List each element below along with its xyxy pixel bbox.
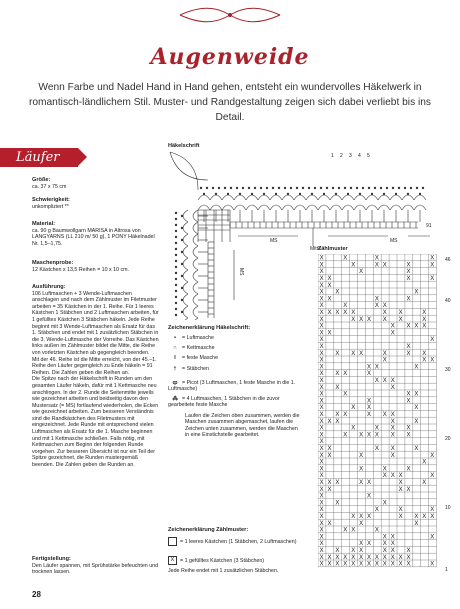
svg-text:X: X [319,425,324,432]
svg-text:X: X [335,310,340,316]
row-label-30: 30 [445,367,451,373]
svg-text:X: X [319,364,324,371]
chart-legend-title: Zeichenerklärung Zählmuster: [168,527,249,533]
svg-text:X: X [382,500,387,507]
svg-text:X: X [374,378,379,384]
svg-text:X: X [406,398,411,405]
chart-legend-empty [168,537,308,546]
svg-text:X: X [319,554,324,561]
svg-text:X: X [430,255,435,262]
svg-text:X: X [319,520,324,527]
svg-text:X: X [390,473,395,480]
svg-text:X: X [390,452,395,459]
single-crochet-icon: I [174,355,176,361]
svg-text:X: X [319,350,324,357]
svg-text:X: X [351,316,356,323]
slip-stitch-icon: ∩ [173,345,177,351]
svg-text:X: X [327,446,332,452]
svg-text:X: X [406,561,411,568]
svg-text:X: X [319,548,324,554]
svg-text:X: X [367,371,372,378]
svg-text:X: X [367,561,372,568]
svg-text:X: X [390,378,395,384]
svg-text:X: X [327,520,332,527]
svg-text:X: X [414,364,419,371]
svg-text:X: X [319,289,324,296]
row-label-40: 40 [445,298,451,304]
svg-text:X: X [335,480,340,486]
svg-text:X: X [343,554,348,561]
svg-text:X: X [430,337,435,344]
legend-item [168,335,302,341]
svg-text:X: X [319,452,324,459]
section-banner: Läufer [0,148,78,167]
chain-icon: • [174,335,176,341]
svg-text:X: X [382,262,387,269]
svg-text:X: X [359,432,364,439]
empty-box-icon [168,537,177,546]
svg-text:X: X [343,371,348,378]
instructions-execution [32,284,160,469]
svg-text:X: X [382,548,387,554]
svg-text:X: X [367,554,372,561]
svg-text:X: X [327,561,332,568]
svg-text:X: X [335,548,340,554]
svg-text:X: X [414,514,419,520]
svg-text:X: X [319,514,324,520]
svg-text:X: X [319,378,324,384]
svg-text:X: X [335,418,340,425]
svg-text:X: X [319,473,324,480]
svg-text:X: X [374,507,379,514]
svg-text:X: X [374,561,379,568]
size-value: ca. 37 x 75 cm [32,183,67,190]
svg-text:X: X [390,534,395,541]
instructions-material [32,221,160,247]
svg-text:X: X [319,507,324,514]
svg-text:X: X [351,425,356,432]
chart-legend-filled [168,556,308,565]
double-crochet-icon: † [173,366,177,372]
svg-text:X: X [359,350,364,357]
svg-text:X: X [335,554,340,561]
svg-text:X: X [367,412,372,418]
svg-text:X: X [359,561,364,568]
svg-text:X: X [319,398,324,405]
svg-text:X: X [367,405,372,412]
legend-item [168,355,302,361]
svg-text:X: X [374,296,379,303]
ornament-flourish [175,4,285,26]
filled-box-icon: X [168,556,177,565]
size-label: Größe: [32,177,51,183]
row-label-10: 10 [445,505,451,511]
svg-text:X: X [327,452,332,459]
svg-text:X: X [406,432,411,439]
svg-text:X: X [351,561,356,568]
svg-text:X: X [374,446,379,452]
svg-text:X: X [319,276,324,282]
round-number-4: 4 [358,153,361,159]
svg-text:X: X [327,330,332,337]
svg-text:X: X [382,473,387,480]
svg-text:X: X [398,554,403,561]
svg-text:X: X [319,432,324,439]
svg-text:X: X [319,412,324,418]
instructions-size [32,177,160,190]
svg-text:X: X [319,480,324,486]
svg-text:X: X [327,296,332,303]
svg-text:X: X [335,289,340,296]
svg-text:X: X [422,514,427,520]
svg-text:X: X [406,323,411,330]
svg-text:X: X [398,561,403,568]
svg-text:X: X [367,364,372,371]
svg-text:X: X [319,323,324,330]
svg-text:X: X [335,412,340,418]
svg-text:X: X [422,310,427,316]
svg-text:X: X [390,446,395,452]
round-number-3: 3 [349,153,352,159]
instructions-gauge [32,260,160,273]
row-number-91: 91 [426,223,432,229]
difficulty-label: Schwierigkeit: [32,197,70,203]
svg-text:X: X [430,473,435,480]
crochet-chart-heading: Häkelschrift [168,143,200,149]
svg-text:X: X [430,561,435,568]
svg-text:X: X [374,432,379,439]
svg-text:X: X [406,425,411,432]
svg-text:X: X [390,412,395,418]
svg-text:X: X [319,466,324,473]
svg-text:X: X [414,323,419,330]
svg-text:X: X [414,289,419,296]
svg-text:X: X [359,554,364,561]
svg-text:X: X [367,541,372,548]
svg-text:X: X [422,316,427,323]
difficulty-value: unkompliziert ** [32,203,69,210]
svg-text:X: X [343,561,348,568]
ms-label-top-2: MS [390,238,398,244]
svg-text:X: X [319,486,324,493]
svg-text:X: X [398,480,403,486]
svg-text:X: X [422,480,427,486]
svg-text:X: X [398,316,403,323]
svg-text:X: X [374,425,379,432]
svg-text:X: X [382,466,387,473]
svg-text:X: X [319,541,324,548]
legend-text: = Picot (3 Luftmaschen, 1 feste Masche in die 1. Luftmasche) [168,380,296,393]
svg-text:X: X [390,432,395,439]
svg-text:X: X [327,282,332,289]
svg-text:X: X [406,344,411,350]
svg-text:X: X [398,473,403,480]
svg-text:X: X [319,316,324,323]
filet-chart-heading: Zählmuster [318,246,348,252]
svg-text:X: X [374,554,379,561]
svg-text:X: X [351,350,356,357]
svg-text:X: X [382,534,387,541]
material-label: Material: [32,221,56,227]
svg-text:X: X [319,459,324,466]
finishing-label: Fertigstellung: [32,556,71,562]
svg-text:X: X [335,500,340,507]
svg-text:X: X [367,398,372,405]
svg-text:X: X [343,527,348,534]
svg-text:X: X [327,310,332,316]
legend-title: Zeichenerklärung Häkelschrift: [168,325,251,331]
svg-text:X: X [319,418,324,425]
svg-text:X: X [359,452,364,459]
svg-text:X: X [406,276,411,282]
legend-item [168,396,302,409]
svg-text:X: X [430,262,435,269]
lead-paragraph: Wenn Farbe und Nadel Hand in Hand gehen, entsteht ein wundervolles Häkelwerk in romantisch-ländlichem Stil. Muster- und Randgestaltung zeigen sich dabei verliebt bis ins Detail. [28,82,432,123]
svg-text:X: X [382,310,387,316]
svg-text:X: X [382,561,387,568]
svg-text:X: X [351,262,356,269]
svg-text:X: X [414,520,419,527]
material-value: ca. 90 g Baumwollgarn MARISA in Altrosa von LANGYARNS (LL 210 m/ 50 g), 1 PONY Häkelnadel Nr. 1,5–1,75. [32,227,155,247]
svg-text:X: X [343,391,348,398]
svg-text:X: X [319,561,324,568]
svg-text:X: X [343,310,348,316]
legend-text: = 4 Luftmaschen, 1 Stäbchen in die zuvor gearbeitete feste Masche [168,396,280,409]
svg-text:X: X [382,316,387,323]
execution-text-3: Die Spitze nach der Häkelschrift in Runden um den gesamten Läufer häkeln, dafür mit 1 Kettmasche neu anschlingen. In der 2. Runde die Seitenmitte jeweils wie gezeichnet arbeiten und beidseitig davon den Mustersatz (= MS) fortlaufend wiederholen, die Ecken wie gezeichnet arbeiten. Zum besseren Verständnis sind die Randkästchen des Filetmusters mit eingezeichnet. Jede Runde mit entsprechend vielen Luftmaschen als Ersatz für die 1. Masche beginnen und mit 1 Kettmasche schließen. Falls nötig, mit Kettmaschen zum Beginn der folgenden Runde vorgehen. Zur besseren Übersicht ist nur ein Teil der Spitze gezeichnet, die Runden mustergemäß beenden. Die Zahlen geben die Runden an. [32,376,159,469]
round-number-5: 5 [367,153,370,159]
empty-box-text: = 1 leeres Kästchen (1 Stäbchen, 2 Luftmaschen) [180,538,297,545]
svg-text:X: X [319,527,324,534]
svg-text:X: X [327,554,332,561]
legend-item [168,380,302,393]
chart-legend-note: Jede Reihe endet mit 1 zusätzlichen Stäbchen. [168,568,279,574]
mitte-label: Mitte [310,246,321,252]
ms-label-side: MS [238,268,244,276]
legend-text: = Kettmasche [182,345,215,351]
svg-text:X: X [359,541,364,548]
svg-text:X: X [327,486,332,493]
svg-text:X: X [319,371,324,378]
svg-text:X: X [319,391,324,398]
svg-text:X: X [414,405,419,412]
svg-text:X: X [359,269,364,276]
execution-text-2: Mit der 46. Reihe ist die Mitte erreicht, von der 45.–1. Reihe den Läufer gegengleich zu Ende häkeln = 91 Reihen. Die Zahlen geben die Reihen an. [32,356,157,376]
execution-label: Ausführung: [32,284,66,290]
chain-cluster-icon: ⁂ [172,396,178,402]
svg-text:X: X [382,303,387,310]
svg-text:X: X [382,541,387,548]
svg-text:X: X [319,337,324,344]
svg-text:X: X [343,303,348,310]
svg-text:X: X [319,296,324,303]
svg-text:X: X [390,425,395,432]
svg-text:X: X [382,412,387,418]
svg-text:X: X [406,350,411,357]
legend-item [168,345,302,351]
svg-text:X: X [374,364,379,371]
svg-text:X: X [319,500,324,507]
filled-box-text: = 1 gefülltes Kästchen (3 Stäbchen) [180,557,265,564]
legend-text: = Luftmasche [182,335,214,341]
svg-text:X: X [398,507,403,514]
svg-text:X: X [390,323,395,330]
svg-text:X: X [335,561,340,568]
svg-text:X: X [343,255,348,262]
picot-icon: ȹ [172,380,178,386]
svg-text:X: X [414,446,419,452]
svg-text:X: X [390,330,395,337]
round-number-2: 2 [340,153,343,159]
svg-text:X: X [390,541,395,548]
svg-text:X: X [359,480,364,486]
svg-text:X: X [422,350,427,357]
svg-text:X: X [367,432,372,439]
svg-text:X: X [319,384,324,391]
svg-text:X: X [398,310,403,316]
row-label-20: 20 [445,436,451,442]
svg-text:X: X [319,446,324,452]
svg-text:X: X [319,269,324,276]
svg-text:X: X [406,296,411,303]
gauge-value: 12 Kästchen x 13,5 Reihen = 10 x 10 cm. [32,266,130,273]
svg-text:X: X [374,262,379,269]
svg-text:X: X [382,350,387,357]
svg-text:X: X [406,262,411,269]
svg-text:X: X [351,527,356,534]
svg-text:X: X [422,459,427,466]
svg-text:X: X [374,527,379,534]
svg-text:X: X [406,466,411,473]
svg-text:X: X [414,391,419,398]
svg-text:X: X [406,391,411,398]
svg-text:X: X [319,282,324,289]
svg-text:X: X [319,344,324,350]
svg-text:X: X [343,432,348,439]
svg-text:X: X [319,262,324,269]
svg-text:X: X [367,480,372,486]
svg-text:X: X [367,493,372,500]
svg-text:X: X [335,371,340,378]
svg-text:X: X [327,418,332,425]
instructions-difficulty [32,197,160,210]
legend-item [168,366,302,372]
svg-text:X: X [351,310,356,316]
svg-text:X: X [319,255,324,262]
legend-text: = feste Masche [182,355,219,361]
svg-text:X: X [367,514,372,520]
svg-text:X: X [359,316,364,323]
svg-text:X: X [406,269,411,276]
svg-text:X: X [374,303,379,310]
svg-text:X: X [351,514,356,520]
finishing-value: Den Läufer spannen, mit Sprühstärke befeuchten und trocknen lassen. [32,562,159,576]
svg-text:X: X [319,330,324,337]
svg-text:X: X [335,384,340,391]
svg-text:X: X [319,439,324,446]
legend-text: = Stäbchen [182,366,209,372]
svg-text:X: X [406,554,411,561]
svg-text:X: X [382,554,387,561]
svg-text:X: X [406,486,411,493]
svg-text:X: X [382,357,387,364]
svg-text:X: X [390,561,395,568]
ms-label-top-1: MS [270,238,278,244]
svg-text:X: X [414,418,419,425]
svg-text:X: X [359,520,364,527]
filet-chart [318,254,458,584]
svg-text:X: X [390,554,395,561]
svg-text:X: X [382,378,387,384]
svg-text:X: X [343,412,348,418]
svg-text:X: X [422,323,427,330]
svg-text:X: X [390,548,395,554]
svg-text:X: X [319,493,324,500]
svg-text:X: X [430,507,435,514]
svg-text:X: X [430,452,435,459]
svg-text:X: X [327,276,332,282]
page-title: Augenweide [150,44,310,70]
row-label-1: 1 [445,567,448,573]
svg-text:X: X [390,418,395,425]
svg-text:X: X [359,548,364,554]
svg-text:X: X [430,357,435,364]
svg-text:X: X [367,316,372,323]
svg-text:X: X [327,480,332,486]
svg-text:X: X [359,514,364,520]
svg-text:X: X [430,514,435,520]
gauge-label: Maschenprobe: [32,260,74,266]
instructions-finishing [32,556,160,576]
svg-text:X: X [319,303,324,310]
svg-text:X: X [422,357,427,364]
round-number-1: 1 [331,153,334,159]
svg-text:X: X [319,357,324,364]
svg-text:X: X [359,466,364,473]
svg-text:X: X [406,548,411,554]
page-number: 28 [32,590,41,599]
svg-text:X: X [430,534,435,541]
svg-text:X: X [351,405,356,412]
svg-text:X: X [374,255,379,262]
svg-text:X: X [351,548,356,554]
svg-text:X: X [351,554,356,561]
svg-text:X: X [319,405,324,412]
row-label-46: 46 [445,257,451,263]
legend-note: Laufen die Zeichen oben zusammen, werden die Maschen zusammen abgemaschet, laufen die Zeichen unten zusammen, werden die Maschen in eine Einstichstelle gearbeitet. [185,413,300,439]
svg-text:X: X [335,350,340,357]
svg-text:X: X [319,534,324,541]
svg-text:X: X [430,276,435,282]
svg-text:X: X [319,310,324,316]
svg-text:X: X [398,486,403,493]
svg-text:X: X [390,384,395,391]
svg-text:X: X [398,514,403,520]
execution-text-1: 106 Luftmaschen + 3 Wende-Luftmaschen anschlagen und nach dem Zählmuster im Filetmuster arbeiten = 35 Kästchen in der 1. Reihe. Für 1 leeres Kästchen 1 Stäbchen und 2 Luftmaschen arbeiten, für 1 gefülltes Kästchen 3 Stäbchen häkeln. Jede Reihe beginnt mit 3 Wende-Luftmaschen als Ersatz für das 1. Stäbchen und endet mit 1 zusätzlichen Stäbchen in die 3. Wende-Luftmasche der Vorreihe. Das Kästchen links außen im Zählmuster bildet die Mitte, die Reihe von vorletzten Kästchen ab gegengleich beenden. [32,290,159,356]
